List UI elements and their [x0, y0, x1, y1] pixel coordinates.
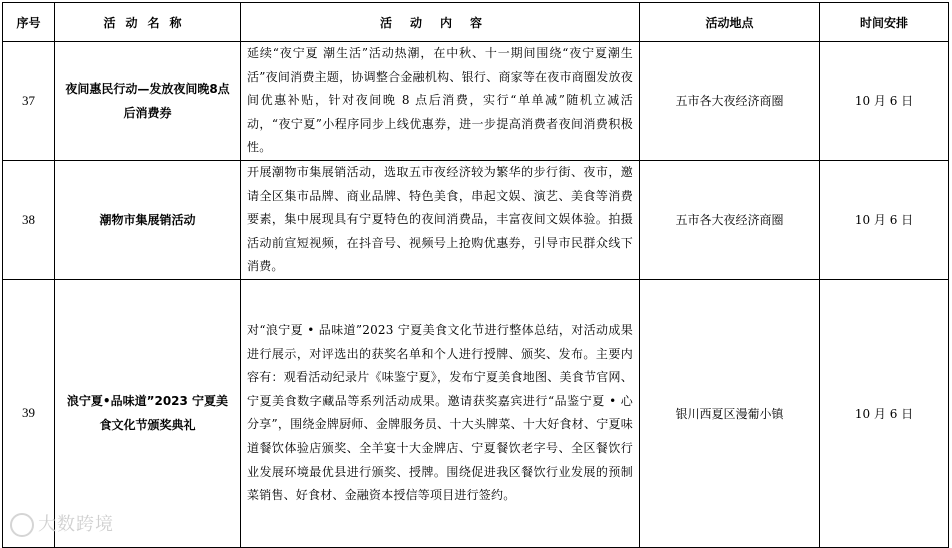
header-location: 活动地点 — [640, 3, 820, 42]
row-number: 38 — [3, 160, 55, 279]
watermark-text: 大数跨境 — [38, 514, 114, 535]
activity-name: 夜间惠民行动—发放夜间晚8点后消费券 — [55, 42, 241, 161]
header-name: 活动名称 — [55, 3, 241, 42]
header-row — [3, 3, 949, 42]
header-no: 序号 — [3, 3, 55, 42]
activity-location: 银川西夏区漫葡小镇 — [640, 279, 820, 547]
row-number: 37 — [3, 42, 55, 161]
activity-content: 开展潮物市集展销活动，选取五市夜经济较为繁华的步行街、夜市，邀请全区集市品牌、商业品牌、特色美食，串起文娱、演艺、美食等消费要素，集中展现具有宁夏特色的夜间消费品，丰富夜间文娱体验。拍摄活动前宣短视频，在抖音号、视频号上抢购优惠券，引导市民群众线下消费。 — [241, 160, 640, 279]
table-row — [3, 42, 949, 161]
activity-location: 五市各大夜经济商圈 — [640, 160, 820, 279]
activity-time: 10 月 6 日 — [820, 160, 949, 279]
table-row — [3, 160, 949, 279]
row-number: 39 — [3, 279, 55, 547]
activity-table — [2, 2, 949, 548]
activity-time: 10 月 6 日 — [820, 42, 949, 161]
header-content: 活动内容 — [241, 3, 640, 42]
activity-content: 对“浪宁夏 • 品味道”2023 宁夏美食文化节进行整体总结，对活动成果进行展示，对评选出的获奖名单和个人进行授牌、颁奖、发布。主要内容有：观看活动纪录片《味鉴宁夏》，发布宁夏美食地图、美食节官网、宁夏美食数字藏品等系列活动成果。邀请获奖嘉宾进行“品鉴宁夏 • 心分享”，围绕金牌厨师、金牌服务员、十大头牌菜、十大好食材、宁夏味道餐饮体验店颁奖、全羊宴十大金牌店、宁夏餐饮老字号、全区餐饮行业发展环境最优县进行颁奖、授牌。围绕促进我区餐饮行业发展的预制菜销售、好食材、金融资本授信等项目进行签约。 — [241, 279, 640, 547]
activity-time: 10 月 6 日 — [820, 279, 949, 547]
table-row — [3, 279, 949, 547]
activity-name: 浪宁夏•品味道”2023 宁夏美食文化节颁奖典礼 — [55, 279, 241, 547]
activity-name: 潮物市集展销活动 — [55, 160, 241, 279]
watermark-logo-icon — [10, 513, 34, 537]
header-time: 时间安排 — [820, 3, 949, 42]
activity-location: 五市各大夜经济商圈 — [640, 42, 820, 161]
watermark — [10, 510, 114, 537]
activity-content: 延续“夜宁夏 潮生活”活动热潮，在中秋、十一期间围绕“夜宁夏潮生活”夜间消费主题，协调整合金融机构、银行、商家等在夜市商圈发放夜间优惠补贴，针对夜间晚 8 点后消费，实行“单单减”随机立减活动，“夜宁夏”小程序同步上线优惠券，进一步提高消费者夜间消费积极性。 — [241, 42, 640, 161]
